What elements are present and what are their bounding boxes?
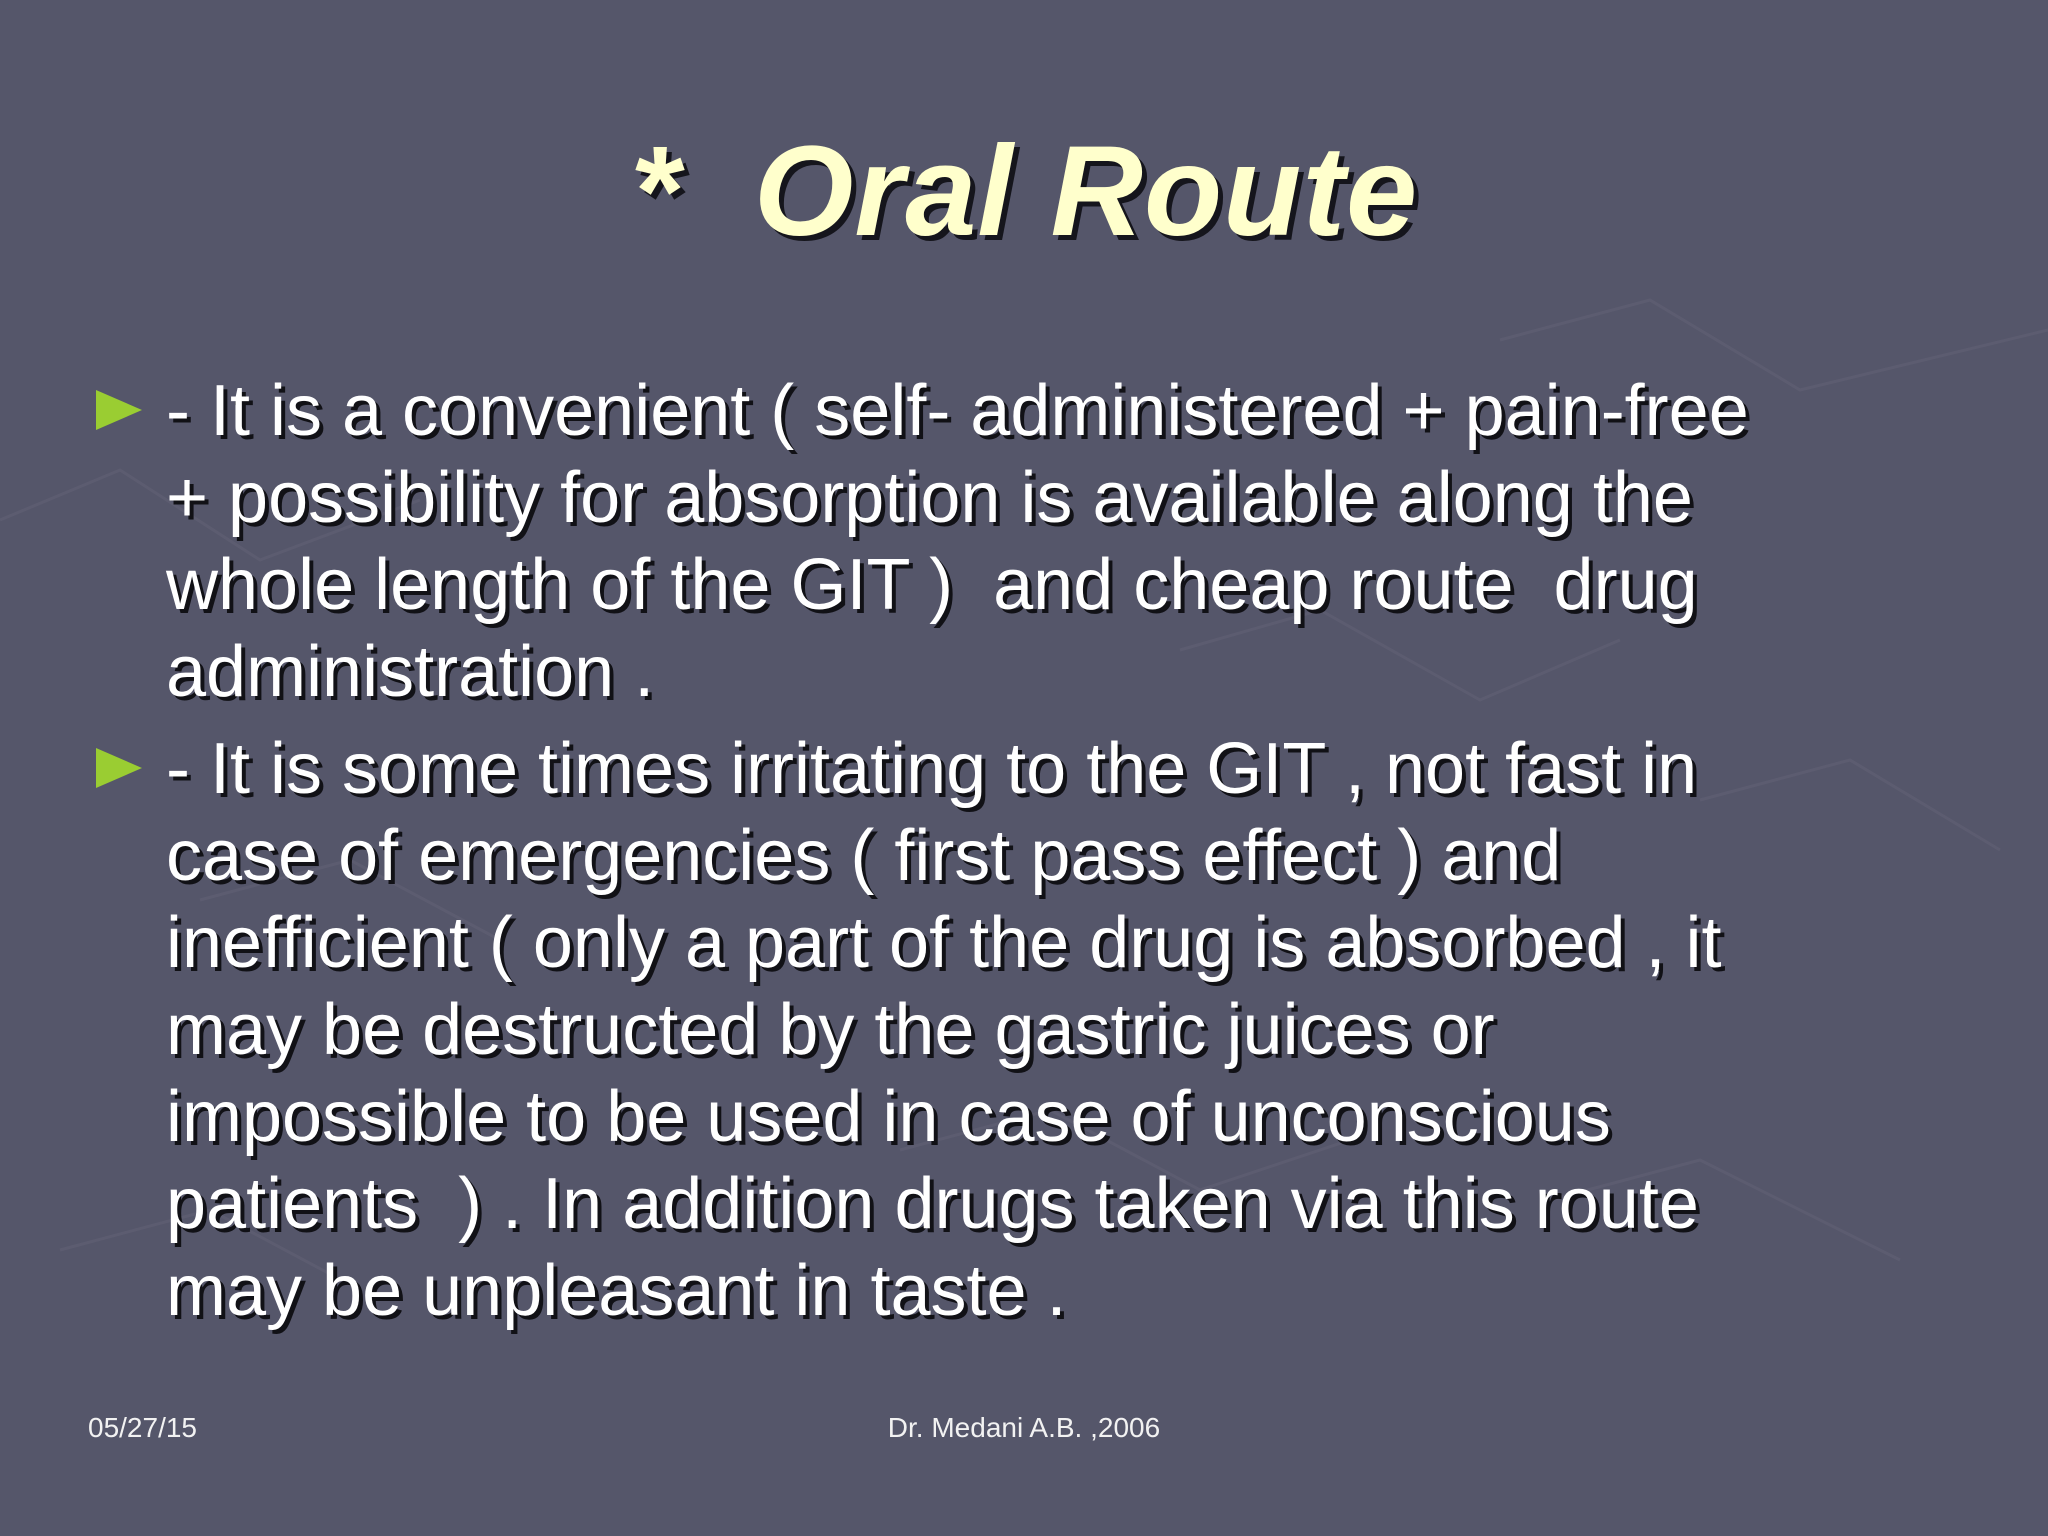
bullet-text: - It is a convenient ( self- administered + pain-free + possibility for absorption is available along the whole length of the GIT ) and cheap route drug administration . [166,371,1749,712]
right-triangle-arrow-icon [96,748,142,788]
slide-title: * Oral Route [629,120,1419,263]
bullet-text: - It is some times irritating to the GIT , not fast in case of emergencies ( first pass effect ) and inefficient ( only a part of the drug is absorbed , it may be destructed by the gastric juices or impossible to be used in case of unconscious patients ) . In addition drugs taken via this route may be unpleasant in taste . [166,729,1722,1331]
bullet-item [96,726,1996,1335]
bullet-list [96,368,1996,1345]
footer-author: Dr. Medani A.B. ,2006 [887,1412,1161,1443]
bullet-item [96,368,1996,716]
right-triangle-arrow-icon [96,390,142,430]
footer-date: 05/27/15 [88,1412,197,1443]
